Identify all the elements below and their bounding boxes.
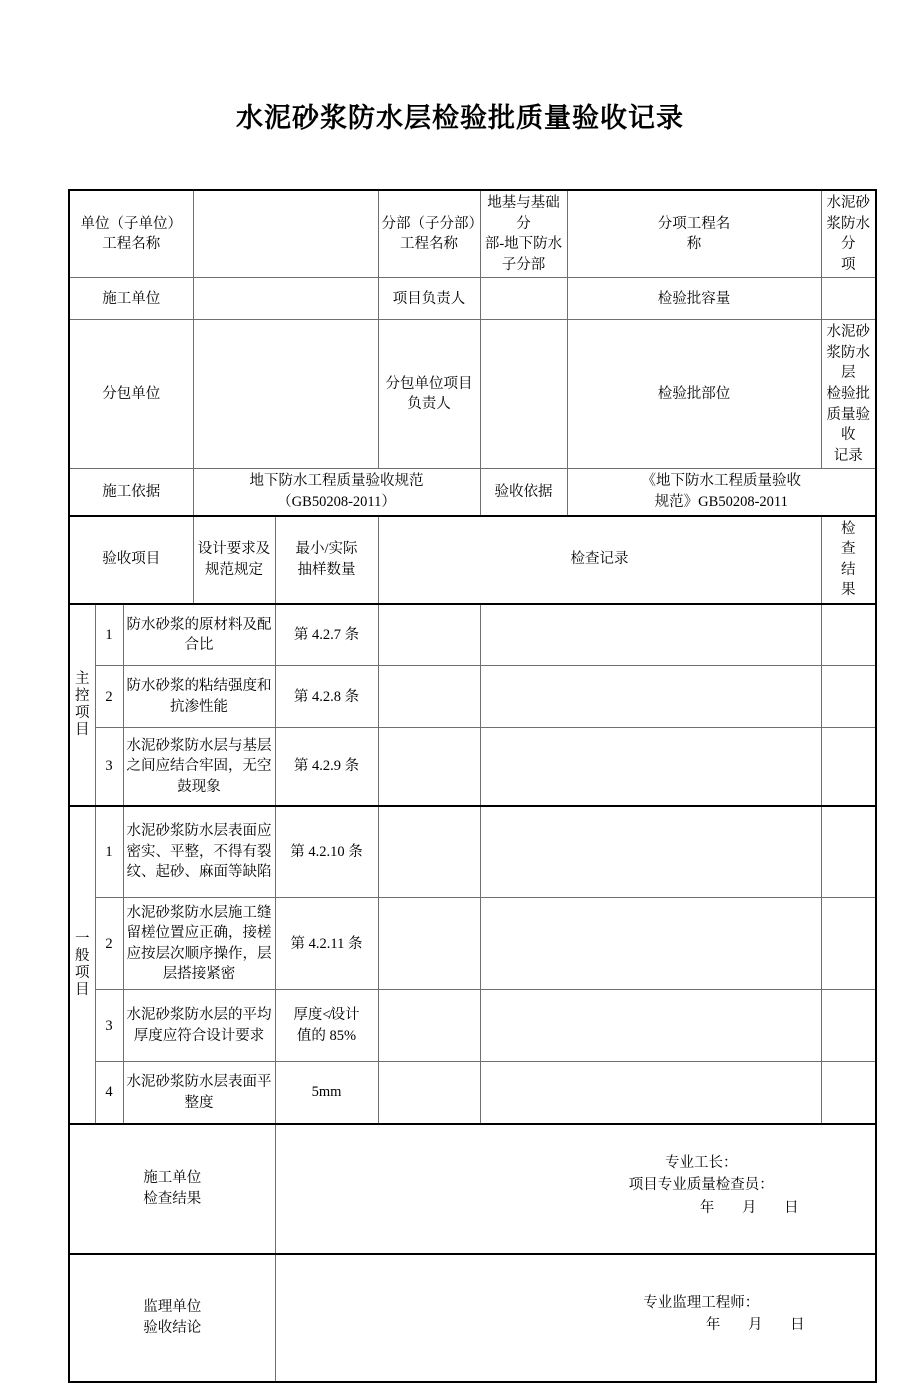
value-batch-capacity[interactable] [821, 278, 876, 320]
supervisor-conclusion-body[interactable] [275, 1254, 876, 1382]
item-sampling[interactable] [378, 990, 480, 1062]
label-project-leader: 项目负责人 [378, 278, 480, 320]
item-number: 3 [95, 990, 123, 1062]
label-contractor-result-line1: 施工单位 [143, 1170, 202, 1187]
item-number: 1 [95, 604, 123, 666]
item-spec: 厚度≮设计 值的 85% [275, 990, 378, 1062]
item-spec: 5mm [275, 1062, 378, 1124]
value-acceptance-basis[interactable]: 《地下防水工程质量验收 规范》GB50208-2011 [567, 469, 876, 516]
item-number: 3 [95, 728, 123, 806]
value-construction-basis[interactable]: 地下防水工程质量验收规范 （GB50208-2011） [193, 469, 480, 516]
table-row [69, 1062, 876, 1124]
item-record[interactable] [480, 898, 821, 990]
item-result[interactable] [821, 898, 876, 990]
item-record[interactable] [480, 990, 821, 1062]
item-record[interactable] [480, 666, 821, 728]
item-number: 1 [95, 806, 123, 898]
header-row-contractor [69, 278, 876, 320]
label-subitem-name: 分项工程名 称 [567, 190, 821, 278]
group-char: 控 [75, 687, 90, 704]
item-result[interactable] [821, 990, 876, 1062]
item-record[interactable] [480, 806, 821, 898]
item-sampling[interactable] [378, 1062, 480, 1124]
table-row [69, 898, 876, 990]
header-row-basis [69, 469, 876, 516]
item-spec: 第 4.2.11 条 [275, 898, 378, 990]
col-header-sampling: 最小/实际 抽样数量 [275, 516, 378, 604]
item-sampling[interactable] [378, 728, 480, 806]
item-description: 水泥砂浆防水层表面平整度 [123, 1062, 275, 1124]
label-division-name: 分部（子分部） 工程名称 [378, 190, 480, 278]
group-char: 项 [75, 704, 90, 721]
group-char: 主 [75, 670, 90, 687]
item-description: 水泥砂浆防水层与基层之间应结合牢固，无空鼓现象 [123, 728, 275, 806]
signature-supervising-engineer: 专业监理工程师： [643, 1295, 760, 1311]
item-result[interactable] [821, 1062, 876, 1124]
group-label-general [69, 806, 95, 1124]
header-row-subcontractor [69, 320, 876, 469]
col-header-record: 检查记录 [378, 516, 821, 604]
signature-foreman: 专业工长： [665, 1154, 738, 1171]
item-sampling[interactable] [378, 806, 480, 898]
group-char: 般 [75, 947, 90, 964]
label-sub-leader: 分包单位项目 负责人 [378, 320, 480, 469]
item-spec: 第 4.2.7 条 [275, 604, 378, 666]
label-unit-name: 单位（子单位） 工程名称 [69, 190, 193, 278]
value-division-name[interactable]: 地基与基础分 部-地下防水 子分部 [480, 190, 567, 278]
item-sampling[interactable] [378, 666, 480, 728]
label-acceptance-basis: 验收依据 [480, 469, 567, 516]
conclusion-row-supervisor [69, 1254, 876, 1382]
item-result[interactable] [821, 806, 876, 898]
label-supervisor-conclusion-line1: 监理单位 [143, 1299, 202, 1316]
item-sampling[interactable] [378, 898, 480, 990]
item-spec: 第 4.2.9 条 [275, 728, 378, 806]
value-subcontractor[interactable] [193, 320, 378, 469]
item-result[interactable] [821, 604, 876, 666]
table-column-headers [69, 516, 876, 604]
label-contractor-result [69, 1124, 275, 1254]
contractor-date-line: 年 月 日 [699, 1199, 811, 1216]
group-char: 一 [75, 930, 90, 947]
item-description: 水泥砂浆防水层的平均厚度应符合设计要求 [123, 990, 275, 1062]
table-row [69, 728, 876, 806]
item-record[interactable] [480, 1062, 821, 1124]
label-supervisor-conclusion-line2: 验收结论 [143, 1319, 202, 1336]
col-header-item: 验收项目 [69, 516, 193, 604]
item-description: 水泥砂浆防水层施工缝留槎位置应正确，接槎应按层次顺序操作，层层搭接紧密 [123, 898, 275, 990]
item-number: 2 [95, 898, 123, 990]
item-description: 防水砂浆的原材料及配合比 [123, 604, 275, 666]
inspection-form-table [68, 189, 877, 1383]
table-row [69, 806, 876, 898]
item-description: 水泥砂浆防水层表面应密实、平整，不得有裂纹、起砂、麻面等缺陷 [123, 806, 275, 898]
value-contractor[interactable] [193, 278, 378, 320]
supervisor-date-line: 年 月 日 [705, 1317, 817, 1334]
item-result[interactable] [821, 666, 876, 728]
item-number: 4 [95, 1062, 123, 1124]
label-contractor-result-line2: 检查结果 [143, 1190, 202, 1207]
table-row [69, 666, 876, 728]
group-char: 目 [75, 721, 90, 738]
label-subcontractor: 分包单位 [69, 320, 193, 469]
table-row [69, 990, 876, 1062]
group-char: 目 [75, 981, 90, 998]
item-description: 防水砂浆的粘结强度和抗渗性能 [123, 666, 275, 728]
value-batch-location[interactable]: 水泥砂浆防水层 检验批质量验收 记录 [821, 320, 876, 469]
page-title: 水泥砂浆防水层检验批质量验收记录 [236, 103, 684, 133]
item-spec: 第 4.2.8 条 [275, 666, 378, 728]
conclusion-row-contractor [69, 1124, 876, 1254]
item-sampling[interactable] [378, 604, 480, 666]
col-header-spec: 设计要求及 规范规定 [193, 516, 275, 604]
label-construction-basis: 施工依据 [69, 469, 193, 516]
value-unit-name[interactable] [193, 190, 378, 278]
item-record[interactable] [480, 728, 821, 806]
label-batch-location: 检验批部位 [567, 320, 821, 469]
value-subitem-name[interactable]: 水泥砂浆防水分 项 [821, 190, 876, 278]
col-header-result: 检 查 结 果 [821, 516, 876, 604]
label-contractor: 施工单位 [69, 278, 193, 320]
label-batch-capacity: 检验批容量 [567, 278, 821, 320]
item-number: 2 [95, 666, 123, 728]
item-result[interactable] [821, 728, 876, 806]
value-sub-leader[interactable] [480, 320, 567, 469]
group-char: 项 [75, 964, 90, 981]
table-row [69, 604, 876, 666]
item-spec: 第 4.2.10 条 [275, 806, 378, 898]
header-row-unit [69, 190, 876, 278]
value-project-leader[interactable] [480, 278, 567, 320]
item-record[interactable] [480, 604, 821, 666]
label-supervisor-conclusion [69, 1254, 275, 1382]
signature-quality-inspector: 项目专业质量检查员： [628, 1177, 774, 1194]
contractor-result-body[interactable] [275, 1124, 876, 1254]
group-label-main-control [69, 604, 95, 806]
